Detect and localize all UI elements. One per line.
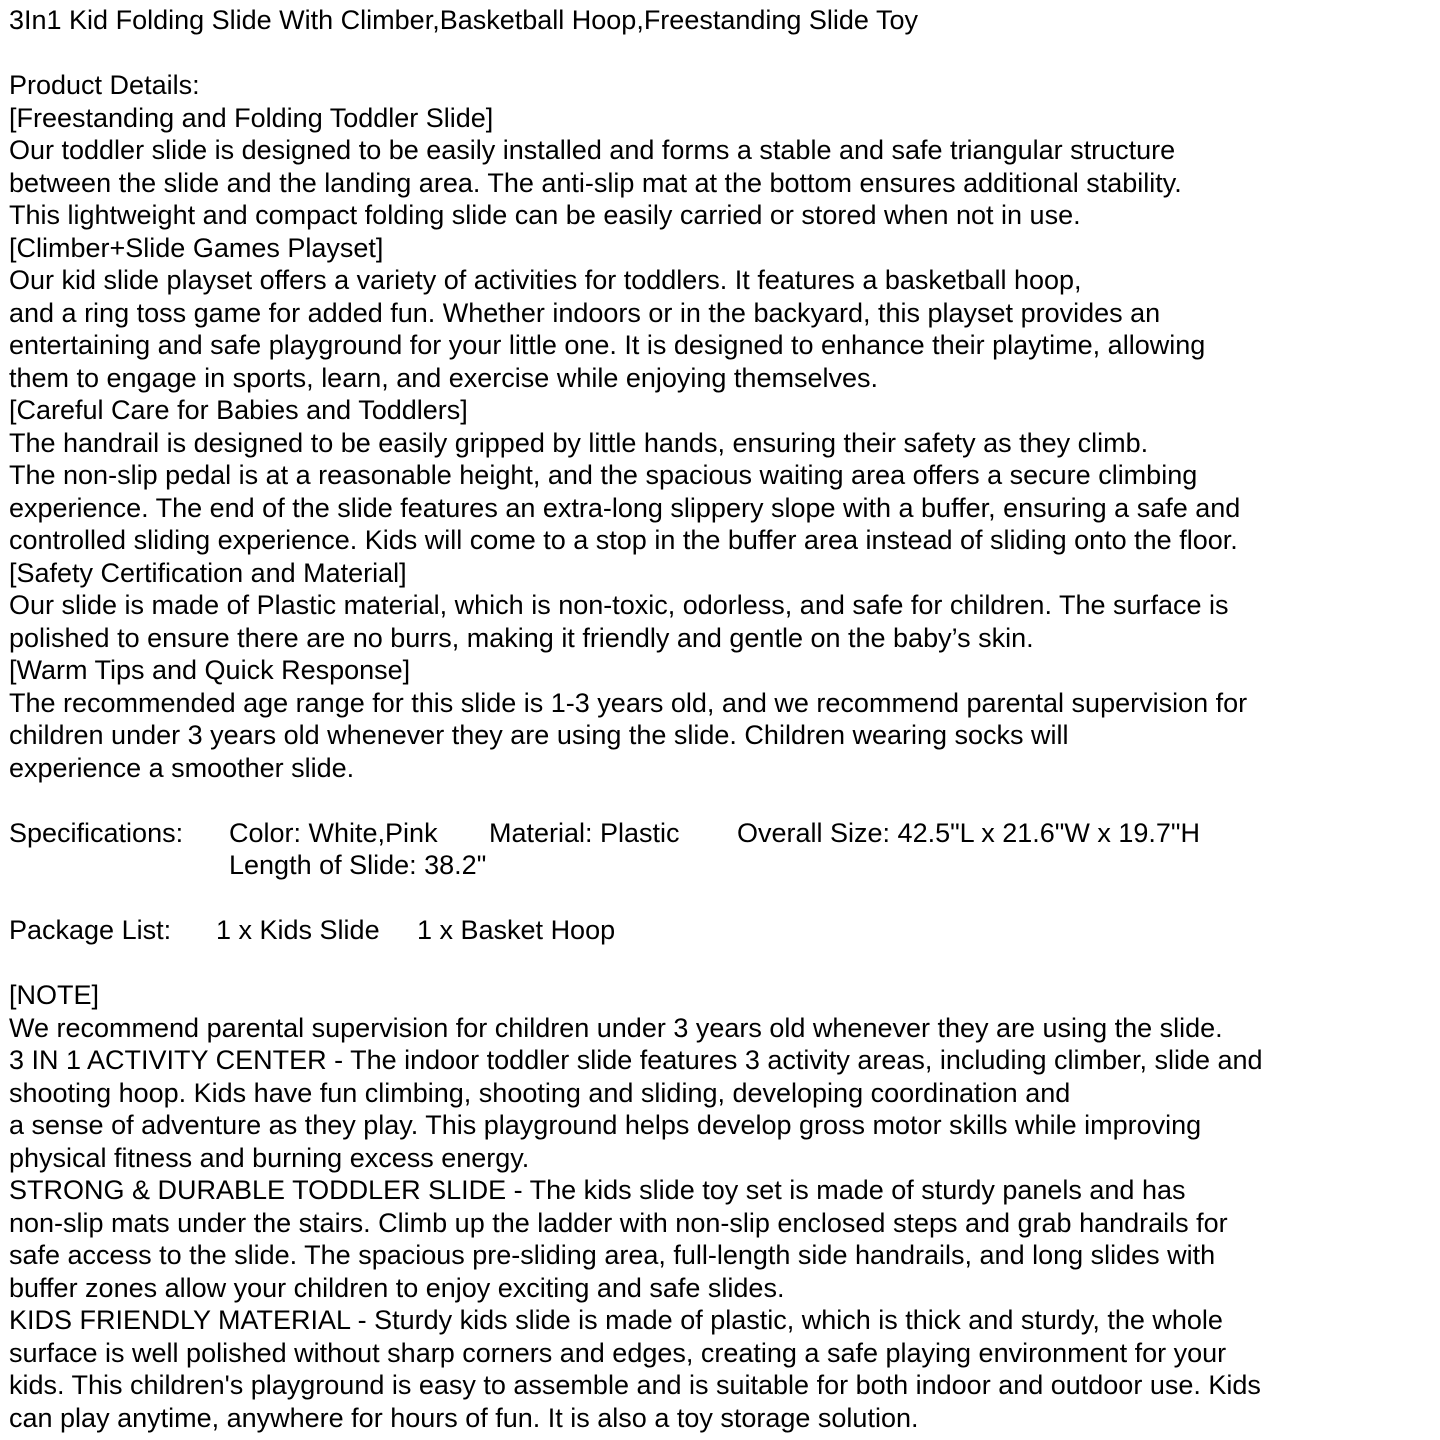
spec-overall-size: Overall Size: 42.5"L x 21.6"W x 19.7"H [737, 817, 1200, 848]
product-description-document [9, 4, 1434, 1434]
note-line: non-slip mats under the stairs. Climb up the ladder with non-slip enclosed steps and grab handrails for [9, 1207, 1228, 1238]
specifications-label: Specifications: [9, 817, 184, 848]
package-item: 1 x Basket Hoop [417, 915, 616, 945]
note-heading: [NOTE] [9, 980, 100, 1010]
section-line: The non-slip pedal is at a reasonable height, and the spacious waiting area offers a secure climbing [9, 460, 1198, 490]
section-line: Our toddler slide is designed to be easily installed and forms a stable and safe triangular structure [9, 135, 1176, 165]
section-line: The recommended age range for this slide is 1-3 years old, and we recommend parental supervision for [9, 687, 1248, 718]
spec-color: Color: White,Pink [229, 817, 438, 848]
section-line: This lightweight and compact folding slide can be easily carried or stored when not in use. [9, 200, 1081, 230]
note-line: We recommend parental supervision for children under 3 years old whenever they are using the slide. [9, 1012, 1223, 1043]
section-heading-warm-tips: [Warm Tips and Quick Response] [9, 655, 411, 685]
spacer [9, 947, 1434, 980]
package-item: 1 x Kids Slide [216, 915, 380, 945]
product-title: 3In1 Kid Folding Slide With Climber,Basketball Hoop,Freestanding Slide Toy [9, 5, 918, 35]
section-heading-safety: [Safety Certification and Material] [9, 557, 407, 588]
note-line: physical fitness and burning excess energy. [9, 1142, 530, 1173]
package-list-row [9, 914, 1434, 947]
section-line: experience a smoother slide. [9, 752, 355, 783]
specifications-row [9, 817, 1434, 850]
section-heading-freestanding: [Freestanding and Folding Toddler Slide] [9, 102, 494, 133]
note-line: can play anytime, anywhere for hours of fun. It is also a toy storage solution. [9, 1402, 919, 1433]
note-line: a sense of adventure as they play. This playground helps develop gross motor skills while improving [9, 1110, 1202, 1140]
spacer [9, 882, 1434, 915]
section-line: and a ring toss game for added fun. Whether indoors or in the backyard, this playset provides an [9, 297, 1161, 328]
note-line: KIDS FRIENDLY MATERIAL - Sturdy kids slide is made of plastic, which is thick and sturdy, the whole [9, 1305, 1223, 1335]
section-line: The handrail is designed to be easily gripped by little hands, ensuring their safety as they climb. [9, 427, 1149, 458]
product-details-heading: Product Details: [9, 70, 200, 100]
note-line: safe access to the slide. The spacious pre-sliding area, full-length side handrails, and long slides with [9, 1240, 1216, 1270]
spec-material: Material: Plastic [489, 817, 680, 848]
section-line: Our kid slide playset offers a variety of activities for toddlers. It features a basketball hoop, [9, 265, 1082, 295]
spacer [9, 784, 1434, 817]
note-line: 3 IN 1 ACTIVITY CENTER - The indoor toddler slide features 3 activity areas, including climber, slide and [9, 1045, 1263, 1075]
section-line: polished to ensure there are no burrs, making it friendly and gentle on the baby’s skin. [9, 622, 1034, 653]
section-line: controlled sliding experience. Kids will come to a stop in the buffer area instead of sliding onto the floor. [9, 525, 1238, 555]
note-line: kids. This children's playground is easy to assemble and is suitable for both indoor and outdoor use. Kids [9, 1370, 1261, 1400]
section-line: them to engage in sports, learn, and exercise while enjoying themselves. [9, 362, 878, 393]
section-line: entertaining and safe playground for your little one. It is designed to enhance their playtime, allowing [9, 330, 1206, 360]
section-heading-climber-playset: [Climber+Slide Games Playset] [9, 232, 384, 263]
section-heading-careful-care: [Careful Care for Babies and Toddlers] [9, 395, 468, 425]
spacer [9, 37, 1434, 70]
section-line: experience. The end of the slide features an extra-long slippery slope with a buffer, ensuring a safe and [9, 492, 1241, 523]
section-line: Our slide is made of Plastic material, which is non-toxic, odorless, and safe for children. The surface is [9, 590, 1229, 620]
section-line: between the slide and the landing area. The anti-slip mat at the bottom ensures additional stability. [9, 167, 1182, 198]
package-list-label: Package List: [9, 915, 172, 945]
note-line: buffer zones allow your children to enjoy exciting and safe slides. [9, 1272, 785, 1303]
note-line: STRONG & DURABLE TODDLER SLIDE - The kids slide toy set is made of sturdy panels and has [9, 1175, 1186, 1205]
spec-length-of-slide: Length of Slide: 38.2" [229, 850, 487, 880]
note-line: shooting hoop. Kids have fun climbing, shooting and sliding, developing coordination and [9, 1077, 1071, 1108]
specifications-row-2 [9, 849, 1434, 882]
note-line: surface is well polished without sharp corners and edges, creating a safe playing environment for your [9, 1337, 1227, 1368]
section-line: children under 3 years old whenever they are using the slide. Children wearing socks will [9, 720, 1069, 750]
